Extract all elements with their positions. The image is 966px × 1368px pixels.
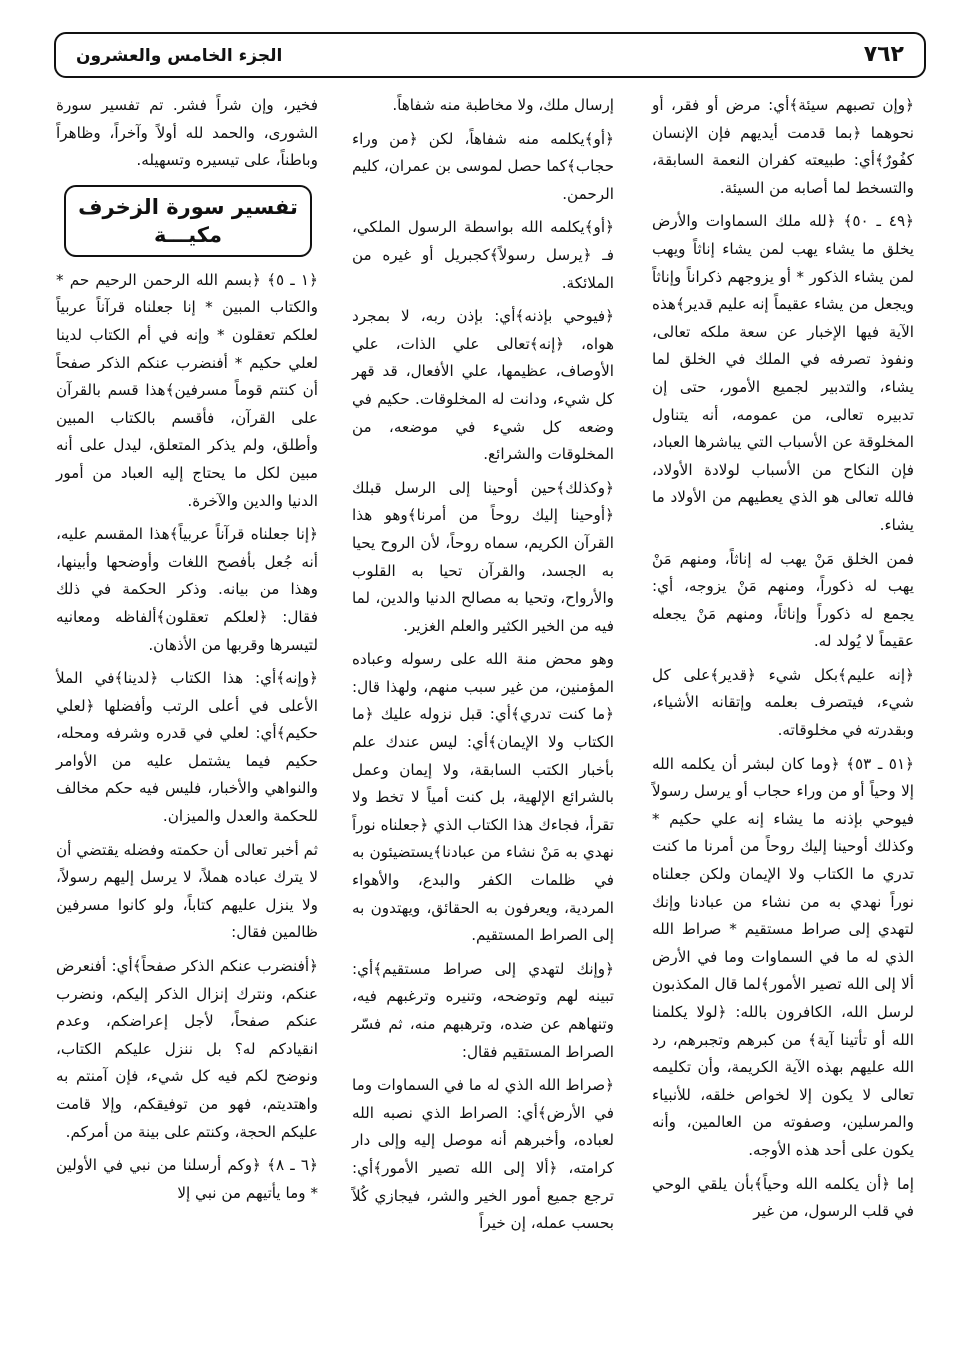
paragraph: ﴿أو﴾يكلمه منه شفاهاً، لكن ﴿من وراء حجاب﴾كما حصل لموسى بن عمران، كليم الرحمن. <box>352 129 614 203</box>
paragraph: ثم أخبر تعالى أن حكمته وفضله يقتضي أن لا يترك عباده هملاً، لا يرسل إليهم رسولاً، ولا ينزل عليهم كتاباً، ولو كانوا مسرفين ظالمين فقال: <box>56 840 318 942</box>
column-right <box>652 92 914 1232</box>
paragraph: ﴿أو﴾يكلمه الله بواسطة الرسول الملكي، فـ ﴿يرسل رسولاً﴾كجبريل أو غيره من الملائكة. <box>352 218 614 292</box>
paragraph: ﴿إنه عليم﴾بكل شيء ﴿قدير﴾على كل شيء، فيتصرف بعلمه وإتقانه الأشياء، وبقدرته في مخلوقاته. <box>652 665 914 740</box>
paragraph: ﴿وإنه﴾أي: هذا الكتاب ﴿لدينا﴾في الملأ الأعلى في أعلى الرتب وأفضلها ﴿لعلي حكيم﴾أي: لعلي في قدره وشرفه ومحله، حكيم فيما يشتمل عليه من الأوامر والنواهي والأخبار، فليس فيه حكم مخالف للحكمة والعدل والميزان. <box>56 669 318 826</box>
paragraph: ﴿وكذلك﴾حين أوحينا إلى الرسل قبلك ﴿أوحينا إليك روحاً من أمرنا﴾وهو هذا القرآن الكريم، سماه روحاً، لأن الروح يحيا به الجسد، والقرآن تحيا به القلوب والأرواح، وتحيا به مصالح الدنيا والدين، لما فيه من الخير الكثير والعلم الغزير. <box>352 478 614 635</box>
paragraph: فمن الخلق مَنْ يهب له إناثاً، ومنهم مَنْ يهب له ذكوراً، ومنهم مَنْ يزوجه، أي: يجمع له ذكوراً وإناثاً، ومنهم مَنْ يجعله عقيماً لا يُولد له. <box>652 549 914 651</box>
page-number: ٧٦٢ <box>863 42 904 67</box>
paragraph: ﴿وإنك لتهدي إلى صراط مستقيم﴾أي: تبينه لهم وتوضحه، وتنيره وترغبهم فيه، وتنهاهم عن ضده، وترهبهم منه، ثم فسّر الصراط المستقيم فقال: <box>352 959 614 1061</box>
paragraph: وهو محض منة الله على رسوله وعباده المؤمنين، من غير سبب منهم، ولهذا قال: ﴿ما كنت تدري﴾أي: قبل نزوله عليك ﴿ما الكتاب ولا الإيمان﴾أي: ليس عندك علم بأخبار الكتب السابقة، ولا إيمان وعمل بالشرائع الإلهية، بل كنت أمياً لا تخط ولا تقرأ، فجاءك هذا الكتاب الذي ﴿جعلناه نوراً نهدي به مَنْ نشاء من عبادنا﴾يستضيئون به في ظلمات الكفر والبدع، والأهواء المردية، ويعرفون به الحقائق، ويهتدون به إلى الصراط المستقيم. <box>352 650 614 945</box>
paragraph: ﴿٤٩ ـ ٥٠﴾ ﴿لله ملك السماوات والأرض يخلق ما يشاء يهب لمن يشاء إناثاً ويهب لمن يشاء الذكور * أو يزوجهم ذكراناً وإناثاً ويجعل من يشاء عقيماً إنه عليم قدير﴾هذه الآية فيها الإخبار عن سعة ملكه تعالى، ونفوذ تصرفه في الملك في الخلق لما يشاء، والتدبير لجميع الأمور، حتى إن تدبيره تعالى، من عمومه، أنه يتناول المخلوقة عن الأسباب التي يباشرها العباد، فإن النكاح من الأسباب لولادة الأولاد، فالله تعالى هو الذي يعطيهم من الأولاد ما يشاء. <box>652 212 915 534</box>
paragraph: ﴿١ ـ ٥﴾ ﴿بسم الله الرحمن الرحيم حم * والكتاب المبين * إنا جعلناه قرآناً عربياً لعلكم تعقلون * وإنه في أم الكتاب لدينا لعلي حكيم * أفنضرب عنكم الذكر صفحاً أن كنتم قوماً مسرفين﴾هذا قسم بالقرآن على القرآن، فأقسم بالكتاب المبين وأطلق، ولم يذكر المتعلق، ليدل على أنه مبين لكل ما يحتاج إليه العباد من أمور الدنيا والدين والآخرة. <box>56 270 318 510</box>
column-middle <box>352 92 614 1244</box>
page-header <box>54 32 926 78</box>
column-left <box>56 92 318 1213</box>
paragraph: ﴿وإن تصبهم سيئة﴾أي: مرض أو فقر، أو نحوهما ﴿بما قدمت أيديهم فإن الإنسان كفُورٌ﴾أي: طبيعته كفران النعمة السابقة، والتسخط لما أصابه من السيئة. <box>652 96 914 197</box>
surah-title: تفسير سورة الزخرف <box>78 194 298 219</box>
paragraph: إرسال ملك، ولا مخاطبة منه شفاهاً. <box>392 96 614 114</box>
running-title: الجزء الخامس والعشرون <box>76 46 283 66</box>
paragraph: ﴿فيوحي بإذنه﴾أي: بإذن ربه، لا بمجرد هواه، ﴿إنه﴾تعالى علي الذات، علي الأوصاف، عظيمها، علي الأفعال، قد قهر كل شيء، ودانت له المخلوقات. حكيم في وضعه كل شيء في موضعه، من المخلوقات والشرائع. <box>352 307 614 464</box>
paragraph: ﴿إنا جعلناه قرآناً عربياً﴾هذا المقسم عليه، أنه جُعل بأفصح اللغات وأوضحها وأبينها، وهذا من بيانه. وذكر الحكمة في ذلك فقال: ﴿لعلكم تعقلون﴾ألفاظه ومعانيه لتيسرها وقربها من الأذهان. <box>56 525 318 654</box>
paragraph: ﴿أفنضرب عنكم الذكر صفحاً﴾أي: أفنعرض عنكم، ونترك إنزال الذكر إليكم، ونضرب عنكم صفحاً، لأجل إعراضكم، وعدم انقيادكم له؟ بل ننزل عليكم الكتاب، ونوضح لكم فيه كل شيء، فإن آمنتم به واهتديتم، فهو من توفيقكم، وإلا قامت عليكم الحجة، وكنتم على بينة من أمركم. <box>56 957 318 1141</box>
surah-type: مكيـــة <box>153 222 223 247</box>
paragraph: فخير، وإن شراً فشر. تم تفسير سورة الشورى، والحمد لله أولاً وآخراً، وظاهراً وباطناً، على تيسيره وتسهيله. <box>56 96 318 170</box>
paragraph: ﴿٥١ ـ ٥٣﴾ ﴿وما كان لبشر أن يكلمه الله إلا وحياً أو من وراء حجاب أو يرسل رسولاً فيوحي بإذنه ما يشاء إنه علي حكيم * وكذلك أوحينا إليك روحاً من أمرنا ما كنت تدري ما الكتاب ولا الإيمان ولكن جعلناه نوراً نهدي به من نشاء من عبادنا وإنك لتهدي إلى صراط مستقيم * صراط الله الذي له ما في السماوات وما في الأرض ألا إلى الله تصير الأمور﴾لما قال المكذبون لرسل الله، الكافرون بالله: ﴿لولا يكلمنا الله أو تأتينا آية﴾ من كبرهم وتجبرهم، رد الله عليهم بهذه الآية الكريمة، وأن تكليمه تعالى لا يكون إلا لخواص خلقه، للأنبياء والمرسلين، وصفوته من العالمين، وأنه يكون على أحد هذه الأوجه. <box>652 754 915 1159</box>
paragraph: إما ﴿أن يكلمه الله وحياً﴾بأن يلقي الوحي في قلب الرسول، من غير <box>652 1174 914 1221</box>
surah-title-box <box>64 185 312 257</box>
paragraph: ﴿صراط الله الذي له ما في السماوات وما في الأرض﴾أي: الصراط الذي نصبه الله لعباده، وأخبرهم أنه موصل إليه وإلى دار كرامته، ﴿ألا إلى الله تصير الأمور﴾أي: ترجع جميع أمور الخير والشر، فيجازي كُلاً بحسب عمله، إن خيراً <box>352 1076 614 1233</box>
paragraph: ﴿٦ ـ ٨﴾ ﴿وكم أرسلنا من نبي في الأولين * وما يأتيهم من نبي إلا <box>56 1156 318 1202</box>
